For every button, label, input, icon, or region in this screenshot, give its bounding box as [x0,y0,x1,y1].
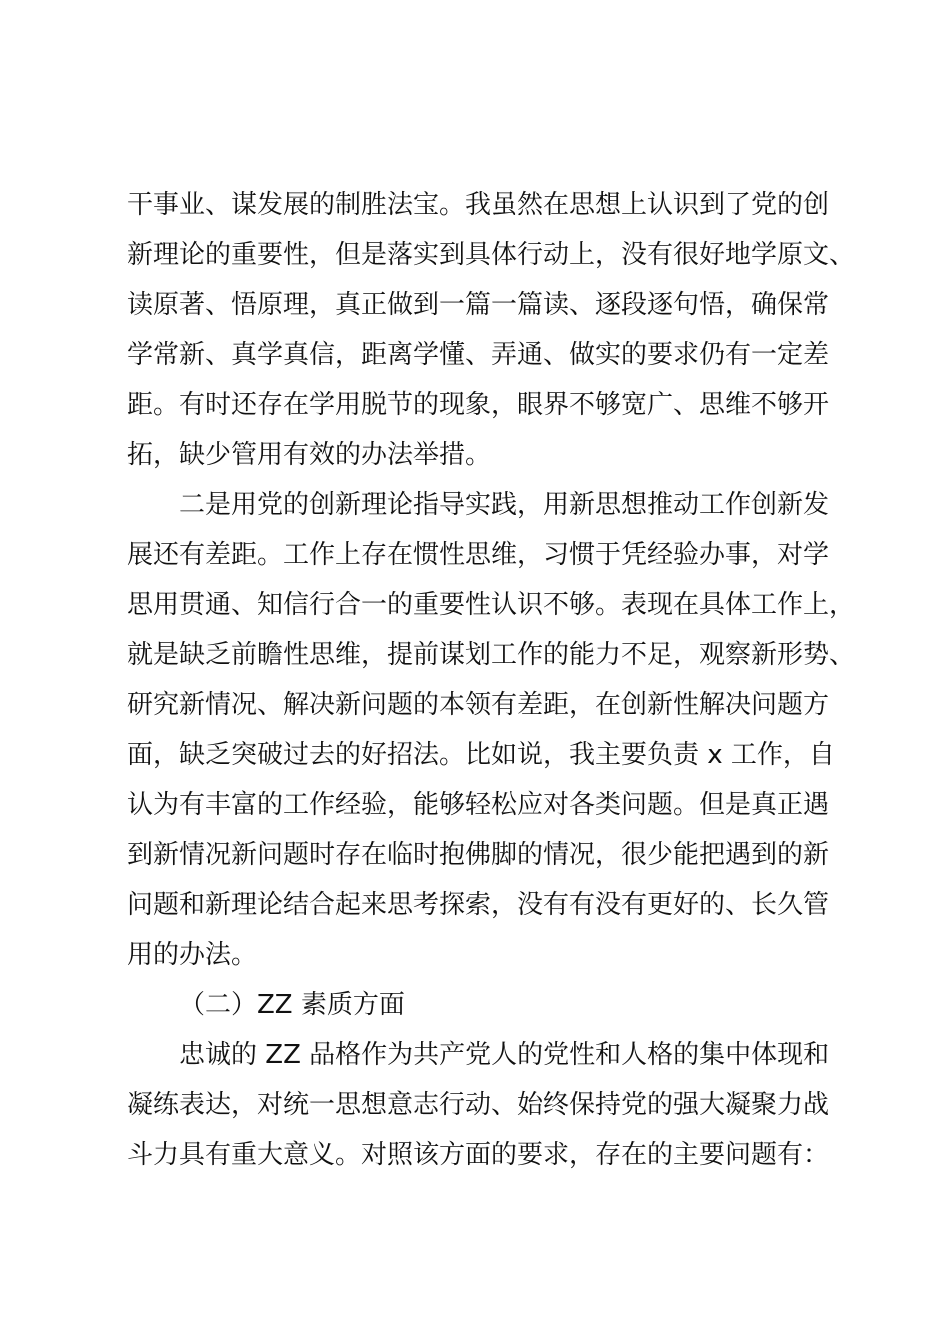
text-line: 读原著、悟原理，真正做到一篇一篇读、逐段逐句悟，确保常 [127,290,830,320]
text-line: 凝练表达，对统一思想意志行动、始终保持党的强大凝聚力战 [127,1090,830,1120]
text-line: 研究新情况、解决新问题的本领有差距，在创新性解决问题方 [127,690,830,720]
text-line: 拓，缺少管用有效的办法举措。 [127,440,492,470]
text-line: 展还有差距。工作上存在惯性思维，习惯于凭经验办事，对学 [127,540,830,570]
text-line: 用的办法。 [127,940,258,970]
paragraph-first-line: 二是用党的创新理论指导实践，用新思想推动工作创新发 [179,490,830,520]
text-line: 面，缺乏突破过去的好招法。比如说，我主要负责 x 工作，自 [127,740,835,770]
paragraph-first-line: 忠诚的 ZZ 品格作为共产党人的党性和人格的集中体现和 [179,1040,830,1070]
section-heading: （二）ZZ 素质方面 [179,990,405,1020]
text-line: 斗力具有重大意义。对照该方面的要求，存在的主要问题有： [127,1140,830,1170]
text-line: 认为有丰富的工作经验，能够轻松应对各类问题。但是真正遇 [127,790,830,820]
text-line: 距。有时还存在学用脱节的现象，眼界不够宽广、思维不够开 [127,390,830,420]
text-line: 就是缺乏前瞻性思维，提前谋划工作的能力不足，观察新形势、 [127,640,856,670]
text-line: 干事业、谋发展的制胜法宝。我虽然在思想上认识到了党的创 [127,190,830,220]
text-line: 新理论的重要性，但是落实到具体行动上，没有很好地学原文、 [127,240,856,270]
body-text [127,180,856,1180]
text-line: 学常新、真学真信，距离学懂、弄通、做实的要求仍有一定差 [127,340,830,370]
text-line: 到新情况新问题时存在临时抱佛脚的情况，很少能把遇到的新 [127,840,830,870]
text-line: 思用贯通、知信行合一的重要性认识不够。表现在具体工作上， [127,590,856,620]
text-line: 问题和新理论结合起来思考探索，没有有没有更好的、长久管 [127,890,830,920]
